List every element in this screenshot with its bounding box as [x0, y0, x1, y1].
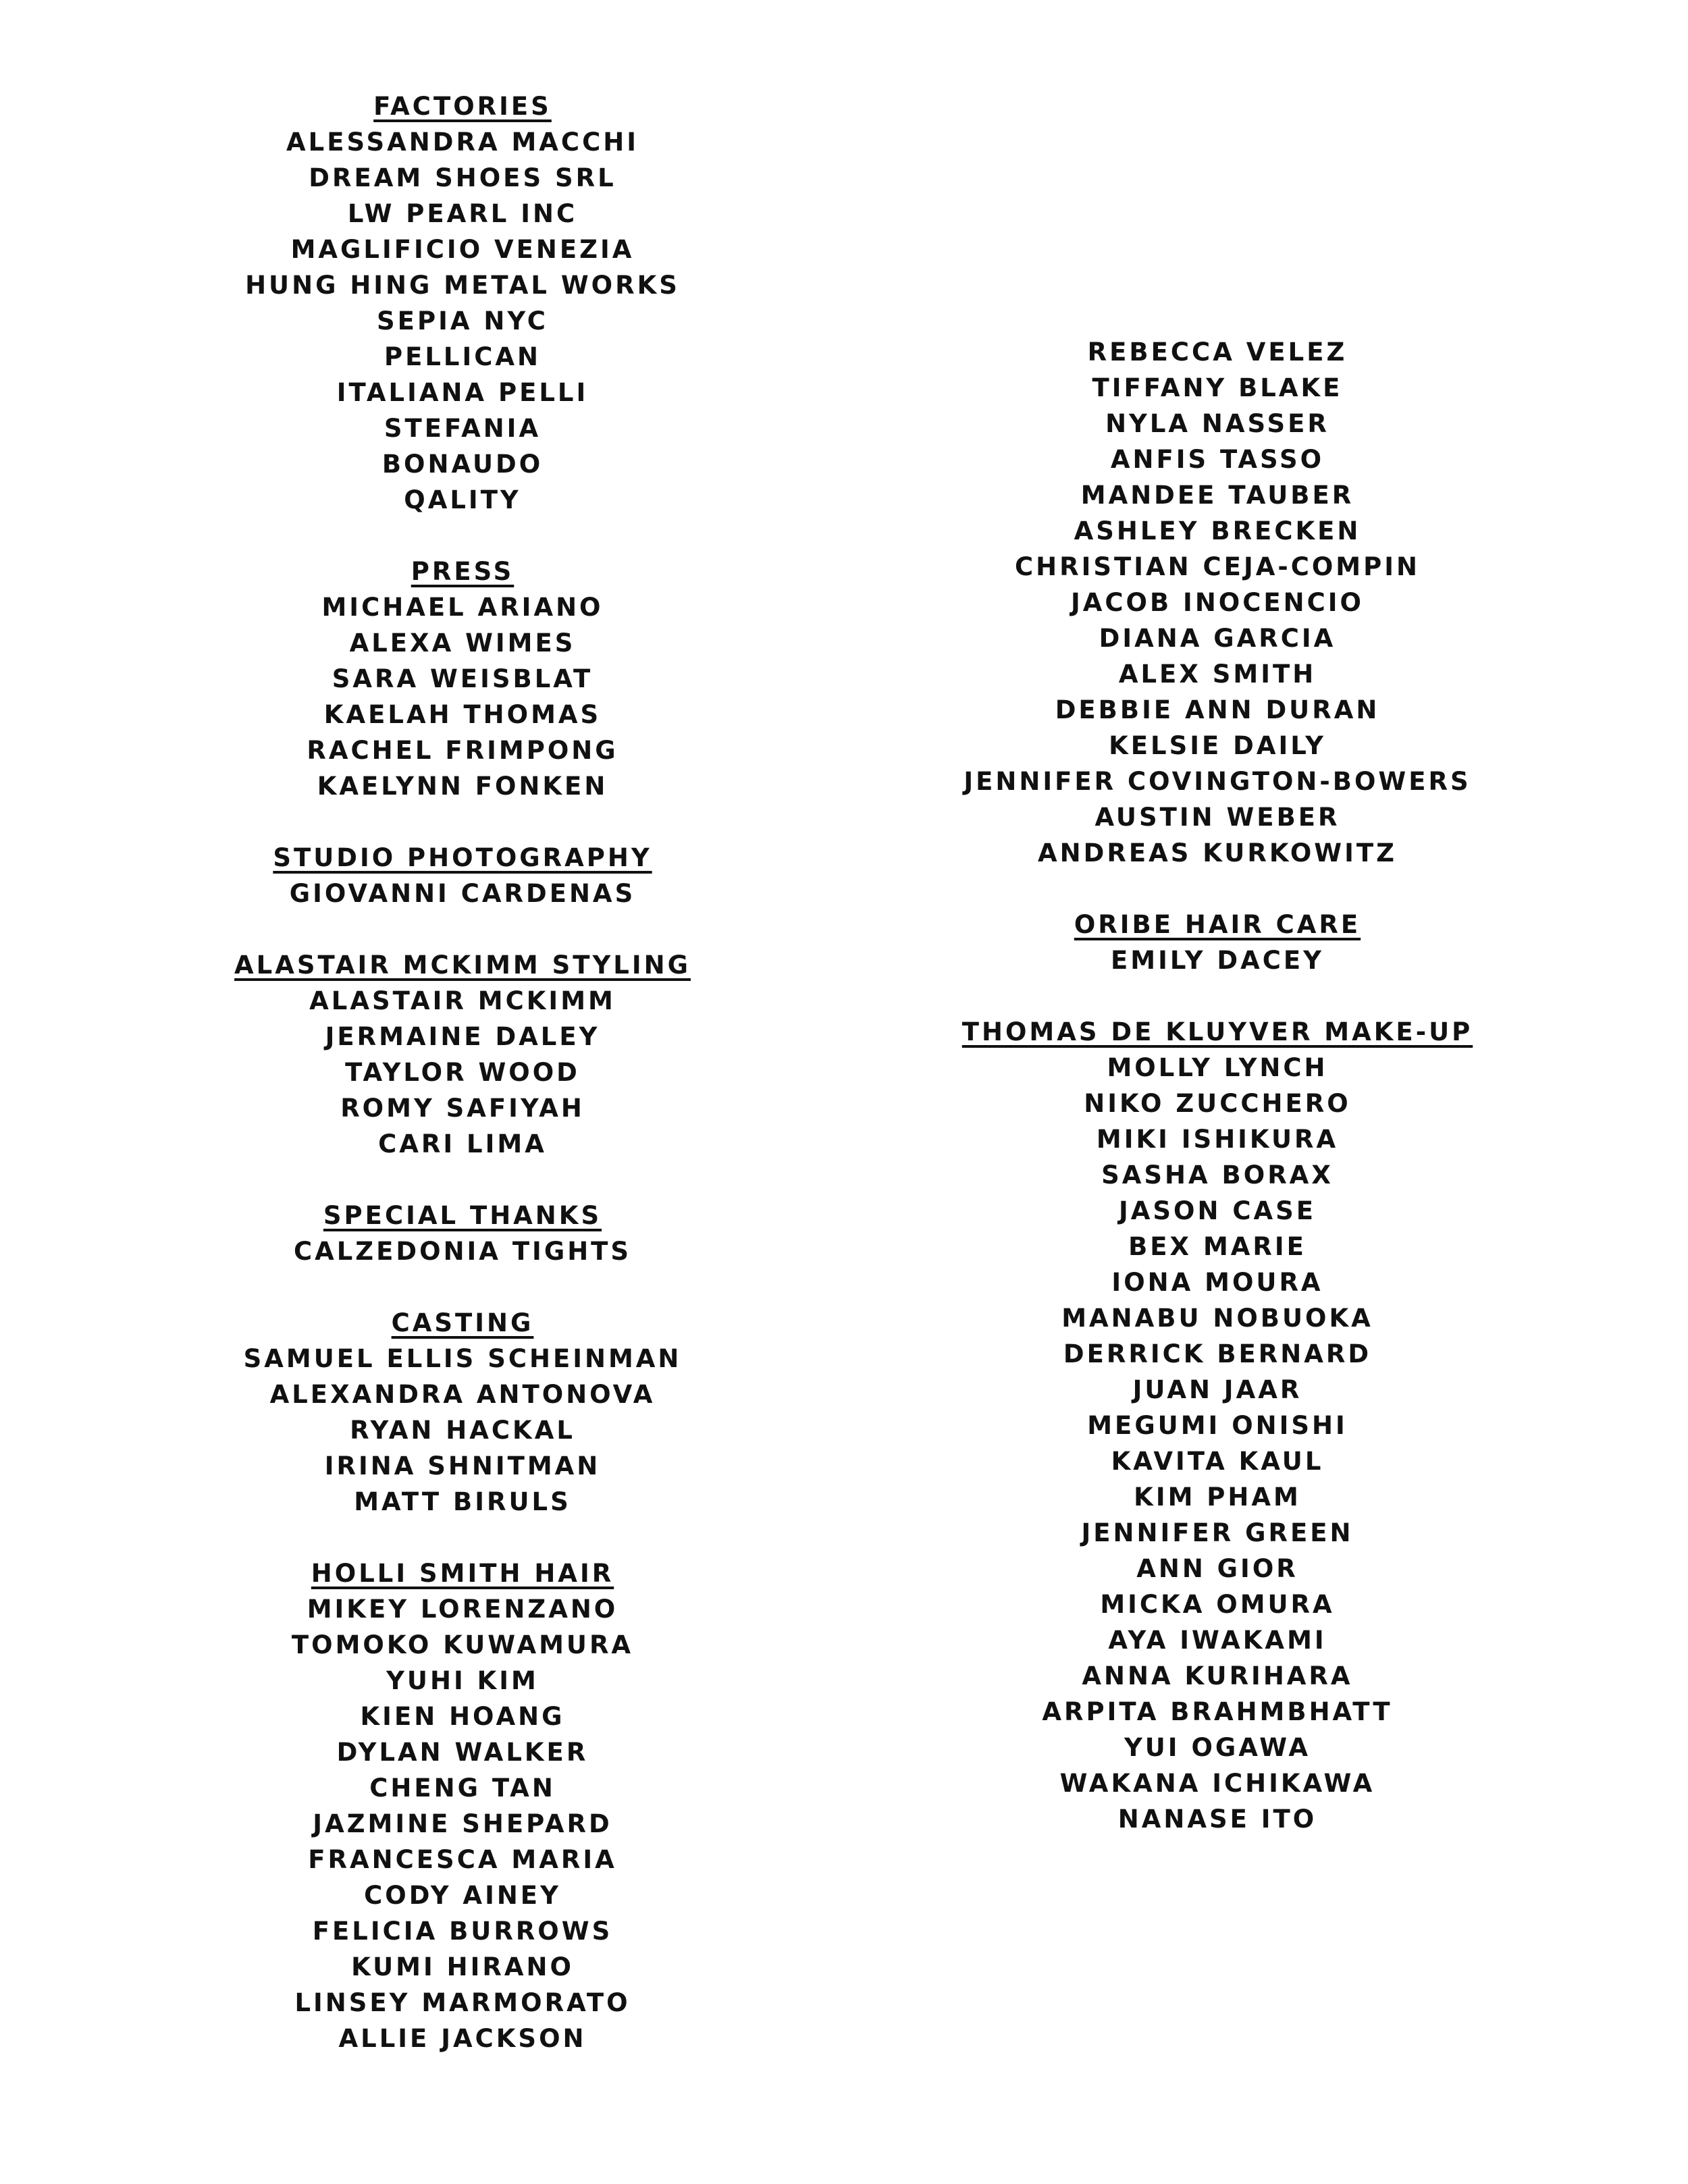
section-spacer: [230, 804, 695, 840]
credit-name: RACHEL FRIMPONG: [307, 736, 618, 765]
credit-section-oribe-hair-care: [951, 907, 1484, 978]
section-spacer: [951, 978, 1484, 1014]
credit-name: WAKANA ICHIKAWA: [1059, 1769, 1375, 1798]
credit-name: GIOVANNI CARDENAS: [289, 879, 636, 908]
section-spacer: [951, 871, 1484, 907]
credit-name: REBECCA VELEZ: [1087, 338, 1348, 367]
credit-section-holli-smith-hair: [230, 1555, 695, 2056]
credit-section-special-thanks: [230, 1198, 695, 1269]
credit-name: KELSIE DAILY: [1109, 731, 1326, 760]
credit-name: MIKI ISHIKURA: [1096, 1125, 1339, 1154]
credit-name: ALASTAIR MCKIMM: [309, 986, 616, 1015]
section-spacer: [230, 911, 695, 947]
credit-name: NIKO ZUCCHERO: [1084, 1089, 1351, 1118]
credit-name: ALEX SMITH: [1118, 660, 1317, 689]
credit-name: KIEN HOANG: [360, 1702, 565, 1731]
credit-name: KIM PHAM: [1134, 1483, 1301, 1512]
section-spacer: [230, 1520, 695, 1555]
credit-name: MAGLIFICIO VENEZIA: [290, 235, 635, 264]
credit-section-thomas-de-kluyver-make-up: [951, 1014, 1484, 1837]
credit-name: JUAN JAAR: [1132, 1375, 1302, 1404]
credit-name: ITALIANA PELLI: [336, 378, 589, 407]
credit-name: ANFIS TASSO: [1110, 445, 1325, 474]
credit-name: FELICIA BURROWS: [312, 1917, 613, 1946]
section-heading: FACTORIES: [373, 92, 552, 121]
credit-name: JENNIFER COVINGTON-BOWERS: [964, 767, 1471, 796]
credit-name: ANNA KURIHARA: [1082, 1661, 1353, 1690]
credit-name: AYA IWAKAMI: [1108, 1626, 1327, 1655]
credit-name: YUI OGAWA: [1124, 1733, 1311, 1762]
credit-name: DYLAN WALKER: [336, 1738, 589, 1767]
credit-name: CHENG TAN: [369, 1774, 556, 1803]
section-heading: HOLLI SMITH HAIR: [311, 1559, 614, 1588]
credit-name: PELLICAN: [384, 342, 542, 371]
credit-name: BONAUDO: [381, 450, 544, 479]
credit-name: QALITY: [404, 485, 521, 514]
credit-name: JASON CASE: [1118, 1196, 1317, 1225]
credit-name: ALEXANDRA ANTONOVA: [269, 1380, 656, 1409]
credit-name: LINSEY MARMORATO: [294, 1988, 631, 2017]
credit-name: JAZMINE SHEPARD: [313, 1809, 612, 1838]
credit-name: ANDREAS KURKOWITZ: [1038, 838, 1397, 868]
credit-name: KAELAH THOMAS: [323, 700, 602, 729]
credit-name: KUMI HIRANO: [351, 1952, 574, 1981]
credit-name: MANDEE TAUBER: [1080, 481, 1354, 510]
credit-name: TOMOKO KUWAMURA: [291, 1630, 634, 1659]
credit-name: MEGUMI ONISHI: [1087, 1411, 1348, 1440]
credit-section-casting: [230, 1305, 695, 1520]
section-heading: THOMAS DE KLUYVER MAKE-UP: [961, 1017, 1473, 1046]
credit-name: HUNG HING METAL WORKS: [245, 271, 680, 300]
credit-name: YUHI KIM: [386, 1666, 539, 1695]
credit-name: RYAN HACKAL: [350, 1416, 575, 1445]
credit-name: SEPIA NYC: [377, 307, 548, 336]
credit-section-studio-photography: [230, 840, 695, 911]
credit-name: MICHAEL ARIANO: [321, 593, 604, 622]
credit-name: KAVITA KAUL: [1111, 1447, 1324, 1476]
section-heading: SPECIAL THANKS: [323, 1201, 602, 1230]
section-spacer: [230, 1162, 695, 1198]
credit-name: ANN GIOR: [1136, 1554, 1298, 1583]
credit-name: DIANA GARCIA: [1099, 624, 1336, 653]
credit-name: CHRISTIAN CEJA-COMPIN: [1015, 552, 1420, 581]
credit-name: ROMY SAFIYAH: [340, 1094, 585, 1123]
credit-name: IRINA SHNITMAN: [324, 1451, 601, 1481]
credit-name: JACOB INOCENCIO: [1070, 588, 1365, 617]
credit-name: DERRICK BERNARD: [1063, 1339, 1372, 1368]
section-heading: CASTING: [391, 1308, 534, 1337]
credit-name: CALZEDONIA TIGHTS: [293, 1237, 632, 1266]
credit-name: NYLA NASSER: [1105, 409, 1329, 438]
credit-name: IONA MOURA: [1111, 1268, 1323, 1297]
credit-name: DEBBIE ANN DURAN: [1055, 695, 1380, 724]
credit-name: TIFFANY BLAKE: [1092, 373, 1343, 402]
credit-name: NANASE ITO: [1117, 1805, 1317, 1834]
credit-name: MIKEY LORENZANO: [307, 1595, 618, 1624]
credit-name: ASHLEY BRECKEN: [1074, 516, 1361, 545]
credit-name: CODY AINEY: [364, 1881, 561, 1910]
credit-name: SARA WEISBLAT: [332, 664, 594, 693]
credit-name: STEFANIA: [384, 414, 542, 443]
credit-name: ALESSANDRA MACCHI: [286, 128, 639, 157]
credit-name: TAYLOR WOOD: [345, 1058, 580, 1087]
credit-section-factories: [230, 88, 695, 518]
credit-name: KAELYNN FONKEN: [317, 772, 608, 801]
section-heading: ORIBE HAIR CARE: [1074, 910, 1361, 939]
section-spacer: [230, 518, 695, 554]
credit-section-continued: [951, 334, 1484, 871]
section-heading: STUDIO PHOTOGRAPHY: [273, 843, 652, 872]
section-heading: ALASTAIR MCKIMM STYLING: [234, 951, 691, 980]
credit-name: CARI LIMA: [378, 1129, 547, 1158]
credit-name: JERMAINE DALEY: [325, 1022, 600, 1051]
credit-name: ALEXA WIMES: [349, 629, 576, 658]
section-heading: PRESS: [411, 557, 515, 586]
credit-name: JENNIFER GREEN: [1081, 1518, 1354, 1547]
credit-name: BEX MARIE: [1128, 1232, 1307, 1261]
credit-name: ARPITA BRAHMBHATT: [1042, 1697, 1393, 1726]
credit-name: EMILY DACEY: [1111, 946, 1324, 975]
credit-name: SASHA BORAX: [1101, 1161, 1334, 1190]
credit-name: AUSTIN WEBER: [1094, 803, 1340, 832]
credit-section-alastair-mckimm-styling: [230, 947, 695, 1162]
section-spacer: [230, 1269, 695, 1305]
credit-name: DREAM SHOES SRL: [309, 163, 616, 192]
credits-column-right: [951, 334, 1484, 1837]
credit-name: FRANCESCA MARIA: [308, 1845, 617, 1874]
credit-name: MOLLY LYNCH: [1107, 1053, 1328, 1082]
credit-name: LW PEARL INC: [347, 199, 578, 228]
credit-section-press: [230, 554, 695, 804]
credit-name: SAMUEL ELLIS SCHEINMAN: [243, 1344, 682, 1373]
credit-name: MATT BIRULS: [354, 1487, 571, 1516]
credit-name: MANABU NOBUOKA: [1061, 1304, 1373, 1333]
credit-name: MICKA OMURA: [1100, 1590, 1335, 1619]
credit-name: ALLIE JACKSON: [338, 2024, 587, 2053]
credits-column-left: [230, 88, 695, 2056]
